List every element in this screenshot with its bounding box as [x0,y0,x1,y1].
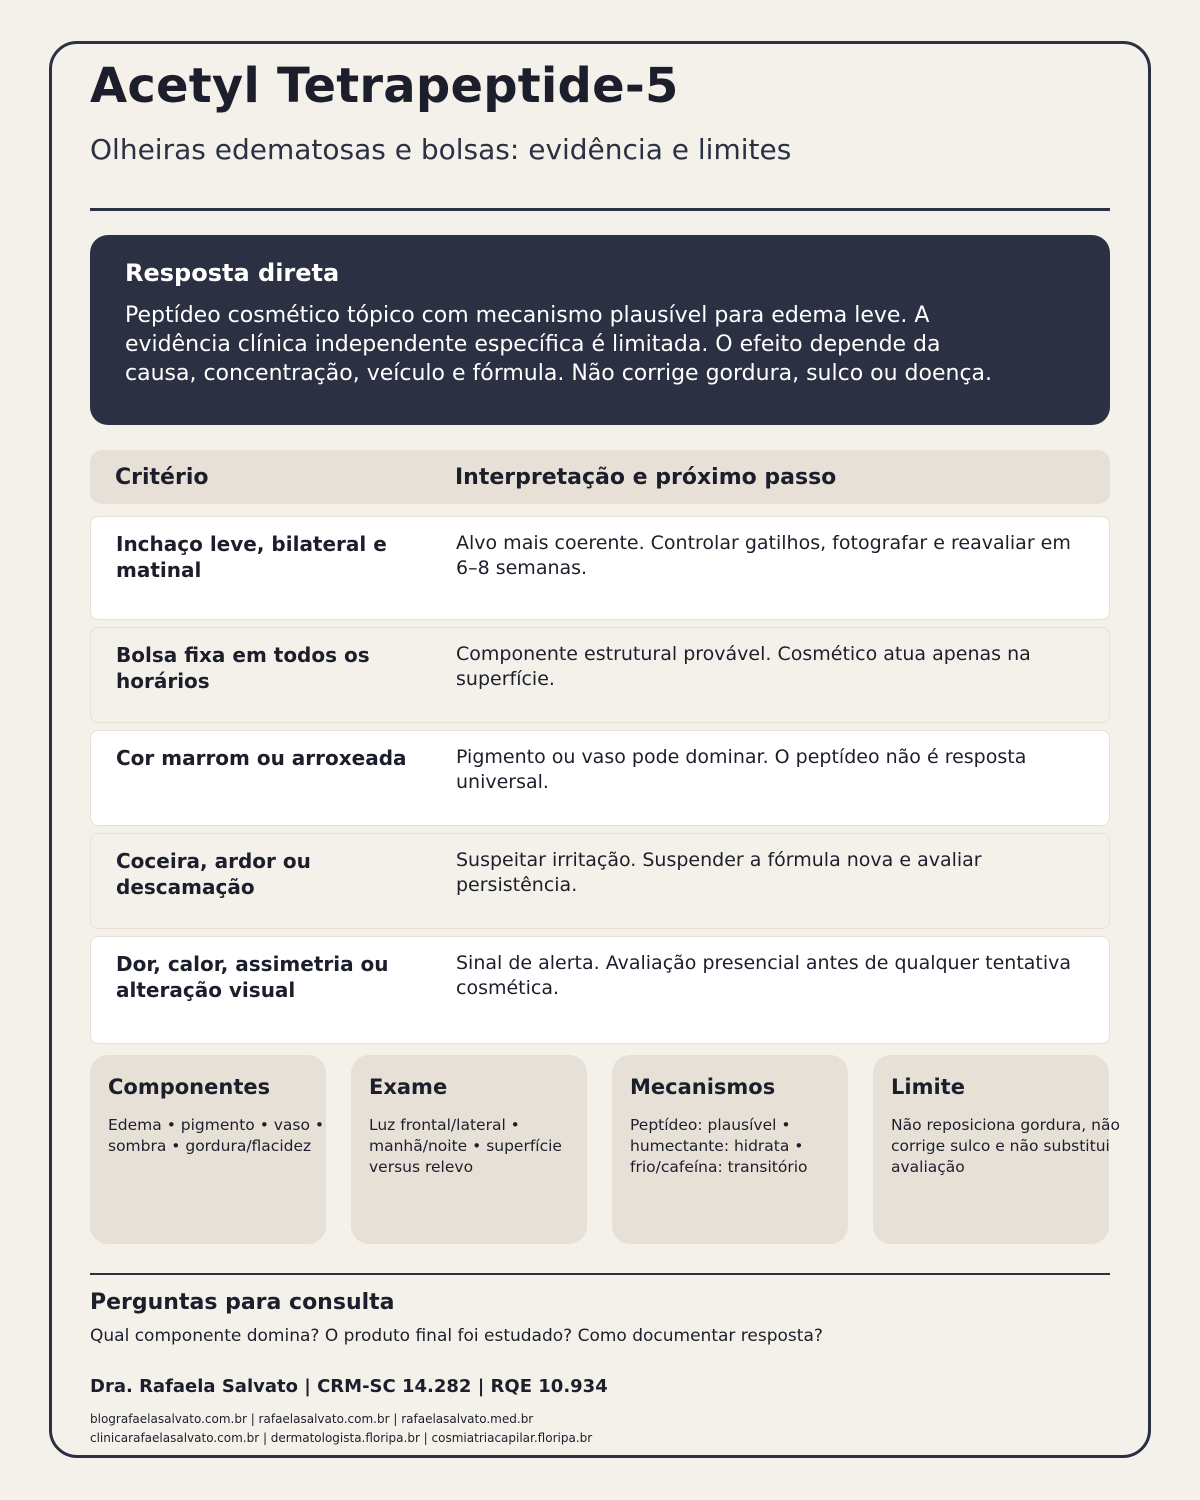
row-interpretation: Sinal de alerta. Avaliação presencial antes de qualquer tentativa cosmética. [456,952,1072,999]
info-box-text: Edema • pigmento • vaso • sombra • gordura/flacidez [108,1116,325,1155]
info-box-title: Mecanismos [630,1075,776,1099]
column-header-interpretation: Interpretação e próximo passo [455,465,837,490]
info-box-limite [873,1055,1120,1244]
footer-divider [90,1273,1110,1275]
info-box-componentes [90,1055,326,1244]
table-row [90,627,1110,723]
row-criterion: Inchaço leve, bilateral e matinal [116,532,387,582]
row-interpretation: Pigmento ou vaso pode dominar. O peptídeo não é resposta universal. [456,746,1027,793]
info-box-title: Componentes [108,1075,271,1099]
questions-text: Qual componente domina? O produto final foi estudado? Como documentar resposta? [90,1326,823,1346]
direct-answer-panel [90,235,1110,425]
row-interpretation: Componente estrutural provável. Cosmético atua apenas na superfície. [456,643,1031,690]
questions-heading: Perguntas para consulta [90,1290,395,1315]
table-row [90,516,1110,620]
row-criterion: Bolsa fixa em todos os horários [116,643,370,693]
info-box-title: Limite [891,1075,965,1099]
row-criterion: Cor marrom ou arroxeada [116,746,407,770]
table-row [90,936,1110,1044]
direct-answer-heading: Resposta direta [125,259,340,287]
website-links-line2: clinicarafaelasalvato.com.br | dermatologista.floripa.br | cosmiatriacapilar.floripa.br [90,1431,593,1445]
website-links-line1: blografaelasalvato.com.br | rafaelasalvato.com.br | rafaelasalvato.med.br [90,1412,534,1426]
info-box-exame [351,1055,587,1244]
author-credit: Dra. Rafaela Salvato | CRM-SC 14.282 | RQE 10.934 [90,1376,608,1397]
table-row [90,730,1110,826]
row-criterion: Dor, calor, assimetria ou alteração visual [116,952,389,1002]
page-subtitle: Olheiras edematosas e bolsas: evidência e limites [90,133,792,166]
table-row [90,833,1110,929]
info-box-text: Luz frontal/lateral • manhã/noite • superfície versus relevo [369,1116,562,1176]
info-box-text: Não reposiciona gordura, não corrige sulco e não substitui avaliação [891,1116,1120,1176]
header-divider [90,208,1110,211]
direct-answer-text: Peptídeo cosmético tópico com mecanismo plausível para edema leve. A evidência clínica independente específica é limitada. O efeito depende da causa, concentração, veículo e fórmula. Não corrige gordura, sulco ou doença. [125,303,993,386]
row-interpretation: Suspeitar irritação. Suspender a fórmula nova e avaliar persistência. [456,849,982,896]
info-box-title: Exame [369,1075,448,1099]
page-title: Acetyl Tetrapeptide-5 [90,58,679,114]
row-interpretation: Alvo mais coerente. Controlar gatilhos, fotografar e reavaliar em 6–8 semanas. [456,532,1071,579]
row-criterion: Coceira, ardor ou descamação [116,849,311,899]
table-header [90,450,1110,504]
column-header-criterion: Critério [115,465,209,490]
info-box-text: Peptídeo: plausível • humectante: hidrata • frio/cafeína: transitório [630,1116,808,1176]
info-box-mecanismos [612,1055,848,1244]
